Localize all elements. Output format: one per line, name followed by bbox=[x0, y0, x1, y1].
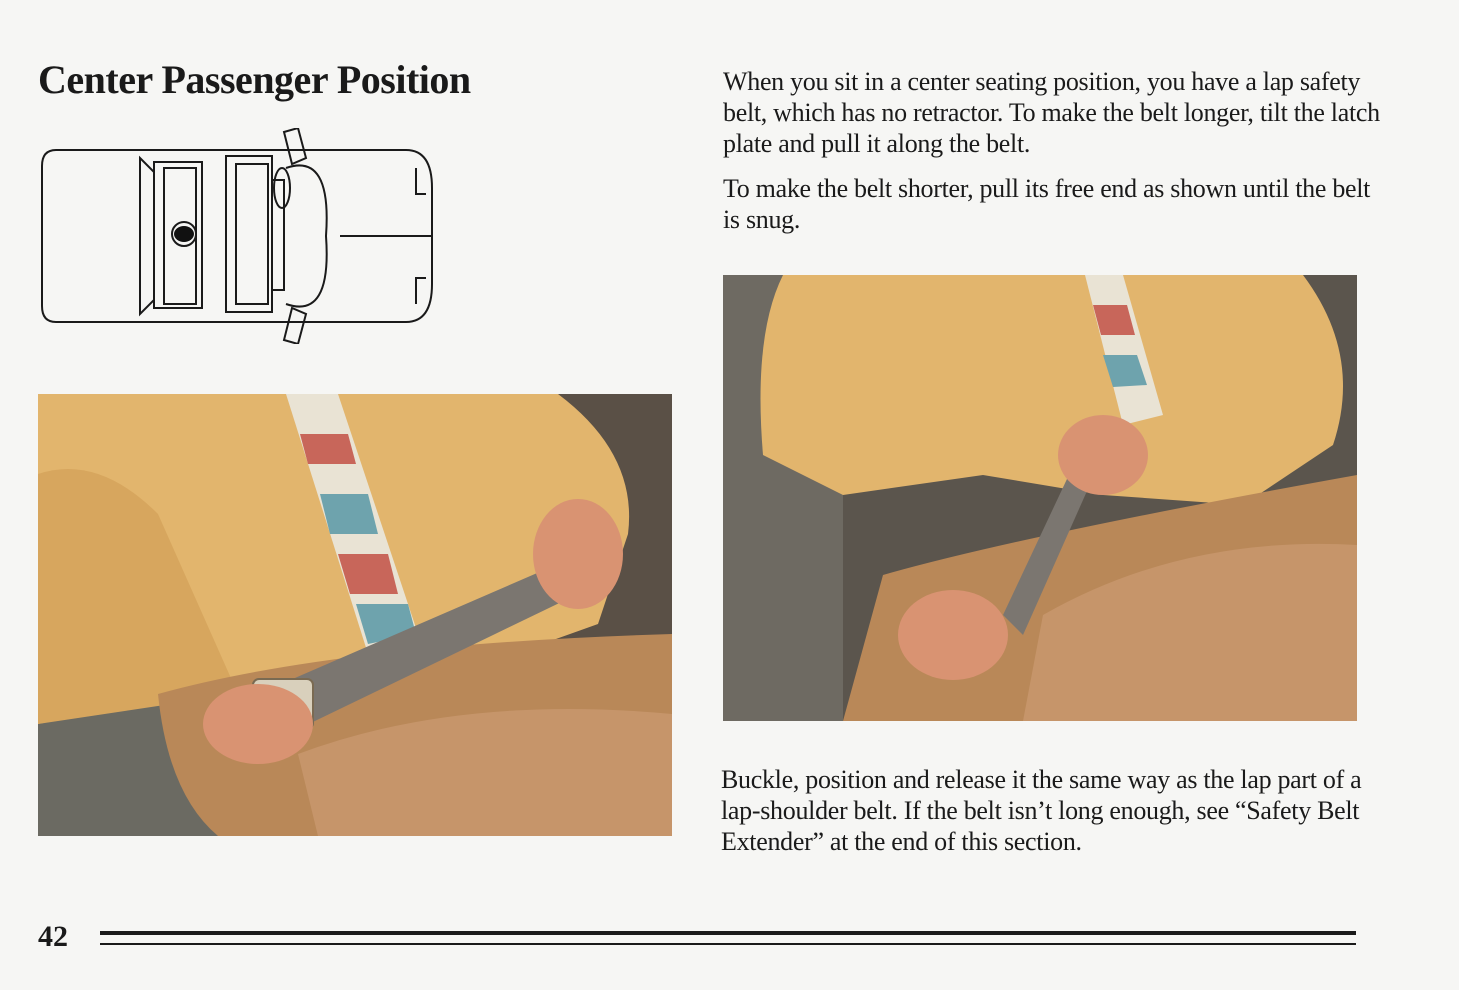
page-title: Center Passenger Position bbox=[38, 57, 471, 102]
footer-rule-thick bbox=[100, 931, 1356, 935]
paragraph-buckle-release: Buckle, position and release it the same way as the lap part of a lap-shoulder belt. If the belt isn’t long enough, see “Safety Belt Extender” at the end of this section. bbox=[721, 765, 1362, 856]
car-top-view-illustration bbox=[36, 128, 438, 344]
paragraph-lengthen-belt: When you sit in a center seating position, you have a lap safety belt, which has no retractor. To make the belt longer, tilt the latch plate and pull it along the belt. bbox=[723, 67, 1380, 158]
lap-belt-lengthen-illustration bbox=[38, 394, 672, 836]
page-number: 42 bbox=[38, 920, 68, 953]
illustration-tilt-latch-plate bbox=[38, 394, 672, 836]
illustration-pull-free-end bbox=[723, 275, 1357, 721]
paragraph-shorten-belt: To make the belt shorter, pull its free end as shown until the belt is snug. bbox=[723, 174, 1371, 234]
footer-rule-thin bbox=[100, 943, 1356, 945]
seating-position-diagram bbox=[36, 128, 438, 344]
lap-belt-shorten-illustration bbox=[723, 275, 1357, 721]
